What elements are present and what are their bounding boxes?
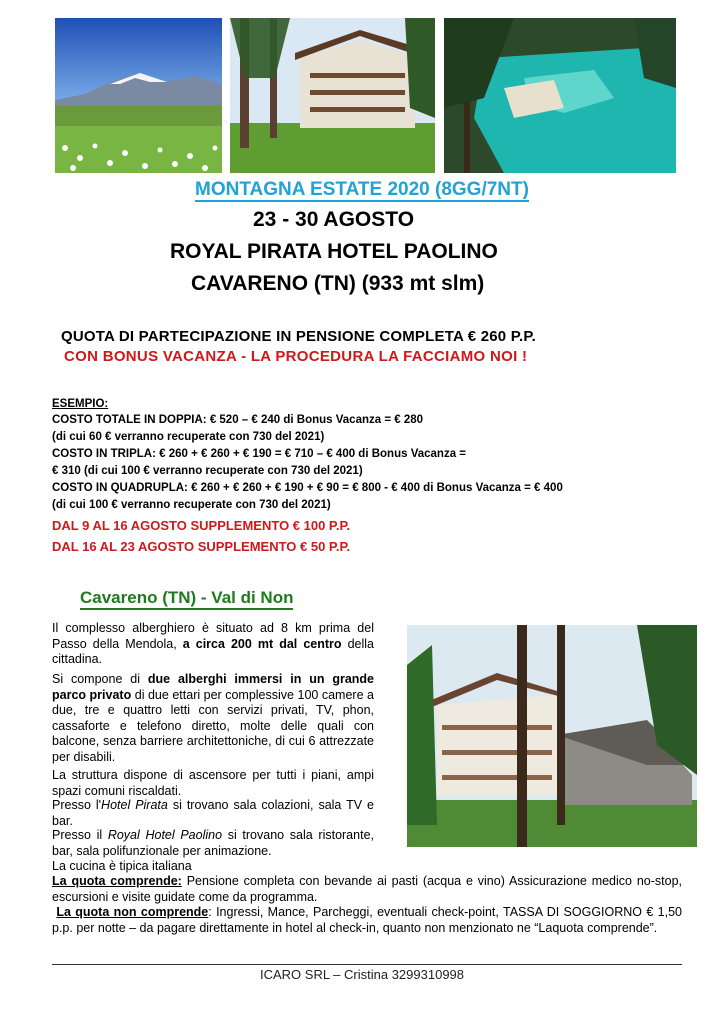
mountain-lake-photo — [444, 18, 676, 173]
description-paragraph: Si compone di due alberghi immersi in un grande parco privato di due ettari per complessive 100 camere a due, tre e quattro letti con servizi privati, TV, phon, cassaforte e telefono diretto, molte delle quali con balcone, senza barriere architettoniche, di cui 6 attrezzate per disabili. — [52, 672, 374, 764]
mountain-meadow-photo — [55, 18, 222, 173]
example-line: (di cui 100 € verranno recuperate con 730 del 2021) — [52, 499, 331, 511]
hotel-exterior-photo — [407, 625, 697, 847]
description-paragraph: La struttura dispone di ascensore per tutti i piani, ampi spazi comuni riscaldati. — [52, 768, 374, 798]
footer-divider — [52, 964, 682, 965]
supplement-line: DAL 9 AL 16 AGOSTO SUPPLEMENTO € 100 P.P. — [52, 518, 351, 533]
bonus-notice: CON BONUS VACANZA - LA PROCEDURA LA FACCIAMO NOI ! — [64, 348, 528, 365]
supplement-line: DAL 16 AL 23 AGOSTO SUPPLEMENTO € 50 P.P. — [52, 539, 351, 554]
description-paragraph: Il complesso alberghiero è situato ad 8 km prima del Passo della Mendola, a circa 200 mt dal centro della cittadina. — [52, 621, 374, 666]
hotel-name-heading: ROYAL PIRATA HOTEL PAOLINO — [170, 240, 498, 263]
example-line: € 310 (di cui 100 € verranno recuperate con 730 del 2021) — [52, 465, 363, 477]
page-title: MONTAGNA ESTATE 2020 (8GG/7NT) — [195, 179, 529, 200]
hotel-building-photo — [230, 18, 435, 173]
example-line: COSTO TOTALE IN DOPPIA: € 520 – € 240 di Bonus Vacanza = € 280 — [52, 414, 424, 426]
included-paragraph: La quota comprende: Pensione completa con bevande ai pasti (acqua e vino) Assicurazione medico no-stop, escursioni e visite guidate come da programma. — [52, 874, 683, 904]
example-line: COSTO IN TRIPLA: € 260 + € 260 + € 190 = € 710 – € 400 di Bonus Vacanza = — [52, 448, 466, 460]
footer-contact: ICARO SRL – Cristina 3299310998 — [259, 967, 465, 982]
example-line: (di cui 60 € verranno recuperate con 730 del 2021) — [52, 431, 325, 443]
example-heading: ESEMPIO: — [52, 398, 109, 410]
location-heading: CAVARENO (TN) (933 mt slm) — [191, 272, 485, 295]
dates-heading: 23 - 30 AGOSTO — [253, 208, 415, 231]
description-paragraph: Presso l'Hotel Pirata si trovano sala colazioni, sala TV e bar. — [52, 798, 375, 828]
price-quota: QUOTA DI PARTECIPAZIONE IN PENSIONE COMPLETA € 260 P.P. — [61, 328, 536, 345]
example-line: COSTO IN QUADRUPLA: € 260 + € 260 + € 190 + € 90 = € 800 - € 400 di Bonus Vacanza = € 400 — [52, 482, 563, 494]
description-paragraph: La cucina è tipica italiana — [52, 859, 192, 873]
not-included-paragraph: La quota non comprende: Ingressi, Mance, Parcheggi, eventuali check-point, TASSA DI SOGGIORNO € 1,50 p.p. per notte – da pagare direttamente in hotel al check-in, quanto non menzionato ne “Laquota comprende”. — [52, 905, 682, 935]
section-subtitle: Cavareno (TN) - Val di Non — [80, 588, 293, 610]
description-paragraph: Presso il Royal Hotel Paolino si trovano sala ristorante, bar, sala polifunzionale per animazione. — [52, 828, 374, 858]
